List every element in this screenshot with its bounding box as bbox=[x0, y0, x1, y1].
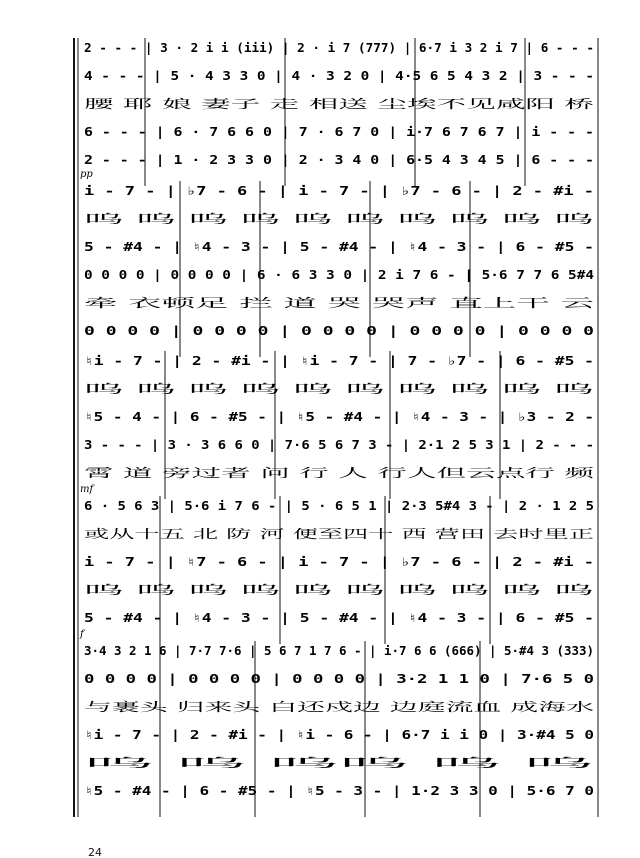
notation-line: 6 · 5 6 3 | 5·6 i 7 6 - | 5 · 6 5 1 | 2·3 5#4 3 - | 2 · 1 2 5 bbox=[84, 499, 594, 513]
notation-line: i - 7 - | ♭7 - 6 - | i - 7 - | ♭7 - 6 - | 2 - #i - bbox=[84, 184, 594, 198]
notation-line: 3 - - - | 3 · 3 6 6 0 | 7·6 5 6 7 3 - | 2·1 2 5 3 1 | 2 - - - bbox=[84, 438, 594, 452]
notation-line: 2 - - - | 3 · 2 i i (iii) | 2 · i 7 (777) | 6·7 i 3 2 i 7 | 6 - - - bbox=[84, 41, 594, 55]
notation-line: ♮i - 7 - | 2 - #i - | ♮i - 7 - | 7 - ♭7 - | 6 - #5 - bbox=[84, 354, 594, 368]
lyric-line: 呜 呜 呜 呜 呜 呜 呜 呜 呜 呜 bbox=[84, 583, 594, 597]
notation-line: 0 0 0 0 | 0 0 0 0 | 0 0 0 0 | 0 0 0 0 | 0 0 0 0 bbox=[84, 324, 594, 338]
notation-line: 0 0 0 0 | 0 0 0 0 | 6 · 6 3 3 0 | 2 i 7 6 - | 5·6 7 7 6 5#4 bbox=[84, 268, 594, 282]
dynamic-marking: pp bbox=[80, 169, 93, 180]
page-number: 24 bbox=[88, 846, 102, 858]
lyric-line: 呜 呜 呜 呜 呜 呜 呜 呜 呜 呜 bbox=[84, 382, 594, 396]
notation-line: 5 - #4 - | ♮4 - 3 - | 5 - #4 - | ♮4 - 3 - | 6 - #5 - bbox=[84, 611, 594, 625]
lyric-line: 呜 呜 呜呜 呜 呜 bbox=[84, 756, 594, 770]
lyric-line: 牵 衣顿足 拦 道 哭 哭声 直上干 云 bbox=[84, 296, 267, 310]
lyric-line: 呜 呜 呜 呜 呜 呜 呜 呜 呜 呜 bbox=[84, 212, 594, 226]
lyric-line: 或从十五 北 防 河 便至四十 西 营田 去时里正 bbox=[84, 527, 327, 541]
notation-line: ♮5 - 4 - | 6 - #5 - | ♮5 - #4 - | ♮4 - 3 - | ♭3 - 2 - bbox=[84, 410, 594, 424]
lyric-line: 与裹头 归来头 白还戍边 边庭流血 成海水 bbox=[84, 700, 304, 714]
notation-line: i - 7 - | ♮7 - 6 - | i - 7 - | ♭7 - 6 - | 2 - #i - bbox=[84, 555, 594, 569]
notation-line: 3·4 3 2 1 6 | 7·7 7·6 | 5 6 7 1 7 6 - | i·7 6 6 (666) | 5·#4 3 (333) bbox=[84, 644, 594, 658]
dynamic-marking: f bbox=[80, 629, 84, 640]
dynamic-marking: mf bbox=[80, 484, 94, 495]
notation-line: ♮i - 7 - | 2 - #i - | ♮i - 6 - | 6·7 i i 0 | 3·#4 5 0 bbox=[84, 728, 594, 742]
notation-line: 0 0 0 0 | 0 0 0 0 | 0 0 0 0 | 3·2 1 1 0 | 7·6 5 0 bbox=[84, 672, 594, 686]
notation-line: 6 - - - | 6 · 7 6 6 0 | 7 · 6 7 0 | i·7 6 7 6 7 | i - - - bbox=[84, 125, 594, 139]
notation-line: 5 - #4 - | ♮4 - 3 - | 5 - #4 - | ♮4 - 3 - | 6 - #5 - bbox=[84, 240, 594, 254]
lyric-line: 霄 道 旁过者 问 行 人 行人但云点行 频 bbox=[84, 466, 291, 480]
notation-line: ♮5 - #4 - | 6 - #5 - | ♮5 - 3 - | 1·2 3 3 0 | 5·6 7 0 bbox=[84, 784, 594, 798]
notation-line: 4 - - - | 5 · 4 3 3 0 | 4 · 3 2 0 | 4·5 6 5 4 3 2 | 3 - - - bbox=[84, 69, 594, 83]
notation-line: 2 - - - | 1 · 2 3 3 0 | 2 · 3 4 0 | 6·5 4 3 4 5 | 6 - - - bbox=[84, 153, 594, 167]
lyric-line: 腰 耶 娘 妻子 走 相送 尘埃不见咸阳 桥 bbox=[84, 97, 291, 111]
